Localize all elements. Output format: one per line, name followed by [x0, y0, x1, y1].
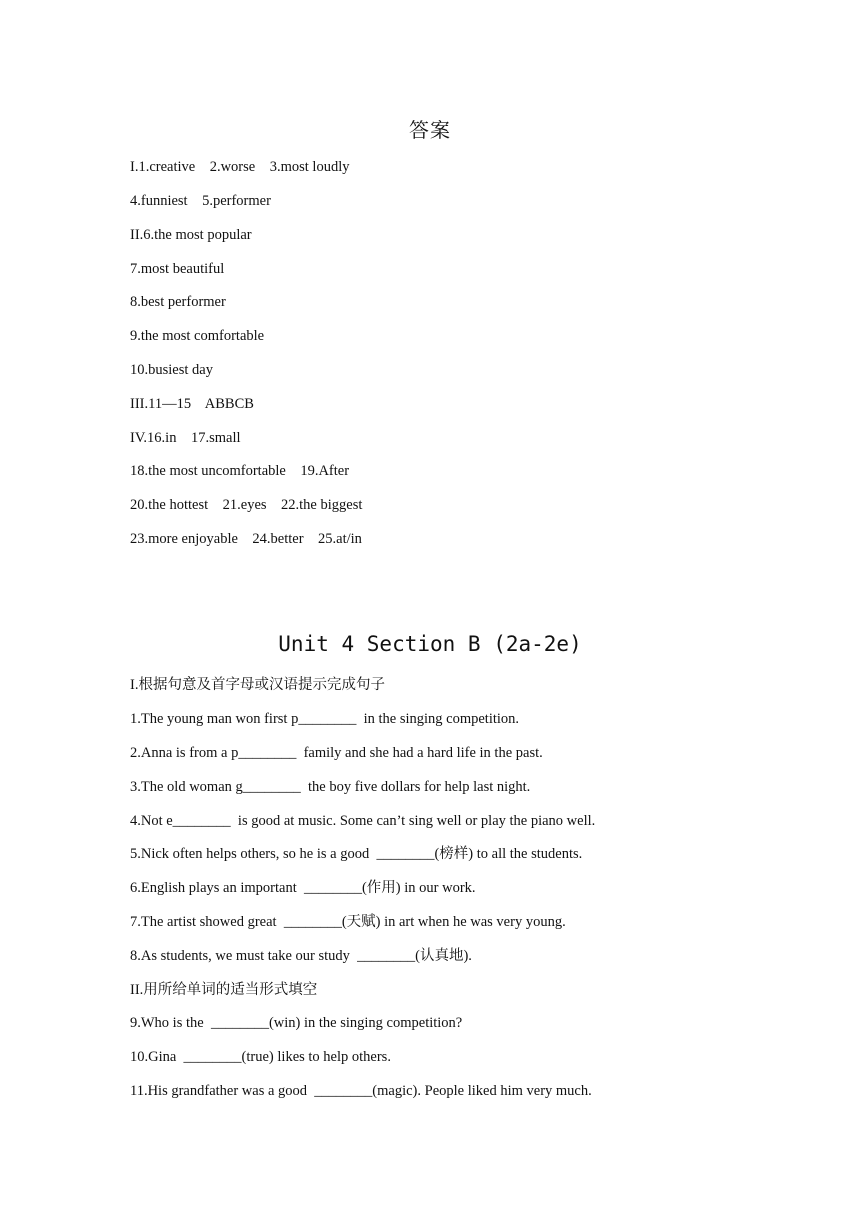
answer-line: 23.more enjoyable 24.better 25.at/in [130, 531, 362, 547]
answer-line: III.11—15 ABBCB [130, 396, 254, 412]
answer-line: 20.the hottest 21.eyes 22.the biggest [130, 497, 363, 513]
question-line: 11.His grandfather was a good ________(magic). People liked him very much. [130, 1083, 592, 1099]
question-line: 1.The young man won first p________ in the singing competition. [130, 711, 520, 727]
section-heading: I.根据句意及首字母或汉语提示完成句子 [130, 677, 385, 693]
question-line: 9.Who is the ________(win) in the singing competition? [130, 1015, 463, 1031]
answer-line: 9.the most comfortable [130, 328, 265, 344]
question-line: 8.As students, we must take our study ________(认真地). [130, 948, 472, 964]
question-line: 3.The old woman g________ the boy five dollars for help last night. [130, 779, 531, 795]
answer-line: 8.best performer [130, 294, 226, 310]
answers-title: 答案 [409, 118, 451, 142]
question-line: 4.Not e________ is good at music. Some can’t sing well or play the piano well. [130, 813, 596, 829]
question-line: 2.Anna is from a p________ family and she had a hard life in the past. [130, 745, 543, 761]
answer-line: 10.busiest day [130, 362, 213, 378]
exercise-title: Unit 4 Section B (2a-2e) [278, 632, 582, 656]
answer-line: 7.most beautiful [130, 261, 225, 277]
section-heading: II.用所给单词的适当形式填空 [130, 982, 318, 998]
answer-line: 4.funniest 5.performer [130, 193, 271, 209]
question-line: 7.The artist showed great ________(天赋) in art when he was very young. [130, 914, 566, 930]
answer-line: 18.the most uncomfortable 19.After [130, 463, 350, 479]
answer-line: IV.16.in 17.small [130, 430, 241, 446]
question-line: 10.Gina ________(true) likes to help others. [130, 1049, 391, 1065]
answer-line: II.6.the most popular [130, 227, 252, 243]
answer-line: I.1.creative 2.worse 3.most loudly [130, 159, 350, 175]
question-line: 5.Nick often helps others, so he is a good ________(榜样) to all the students. [130, 846, 583, 862]
question-line: 6.English plays an important ________(作用) in our work. [130, 880, 476, 896]
